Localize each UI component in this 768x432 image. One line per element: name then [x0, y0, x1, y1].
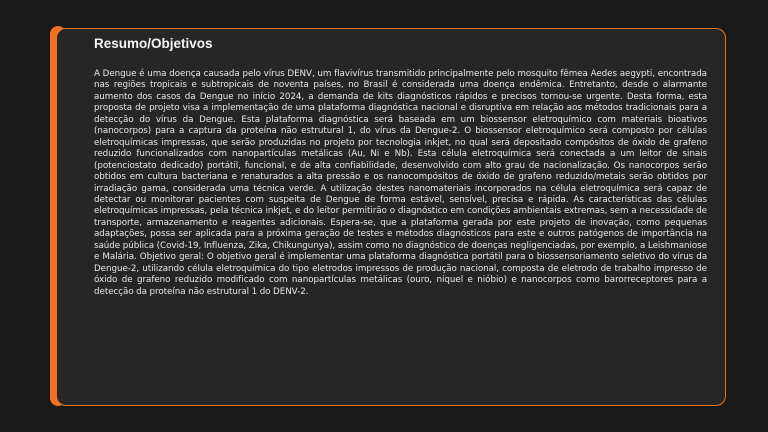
- content-card: [56, 28, 726, 406]
- abstract-paragraph: A Dengue é uma doença causada pelo vírus DENV, um flavivírus transmitido principalmente pelo mosquito fêmea Aedes aegypti, encontrada nas regiões tropicais e subtropicais de noventa países, no Brasil é considerada uma doença endêmica. Entretanto, desde o alarmante aumento dos casos da Dengue no início 2024, a demanda de kits diagnósticos rápidos e precisos tornou-se urgente. Desta forma, esta proposta de projeto visa a implementação de uma plataforma diagnóstica nacional e disruptiva em relação aos métodos tradicionais para a detecção do vírus da Dengue. Esta plataforma diagnóstica será baseada em um biossensor eletroquímico com materiais bioativos (nanocorpos) para a captura da proteína não estrutural 1, do vírus da Dengue-2. O biossensor eletroquímico será composto por células eletroquímicas impressas, que serão produzidas no projeto por tecnologia inkjet, no qual será depositado compósitos de óxido de grafeno reduzido funcionalizados com nanopartículas metálicas (Au, Ni e Nb). Esta célula eletroquímica será conectada a um leitor de sinais (potenciostato dedicado) portátil, funcional, e de alta confiabilidade, desenvolvido com alto grau de nacionalização. Os nanocorpos serão obtidos em cultura bacteriana e renaturados a alta pressão e os nanocompósitos de óxido de grafeno reduzido/metais serão obtidos por irradiação gama, considerada uma técnica verde. A utilização destes nanomateriais incorporados na célula eletroquímica será capaz de detectar ou monitorar pacientes com suspeita de Dengue de forma estável, sensível, precisa e rápida. As características das células eletroquímicas impressas, pela técnica inkjet, e do leitor permitirão o diagnóstico em condições ambientais extremas, sem a necessidade de transporte, armazenamento e reagentes adicionais. Espera-se, que a plataforma gerada por este projeto de inovação, como pequenas adaptações, possa ser aplicada para a próxima geração de testes e métodos diagnósticos para este e outros patógenos de importância na saúde pública (Covid-19, Influenza, Zika, Chikungunya), assim como no diagnóstico de doenças negligenciadas, por exemplo, a Leishmaniose e Malária. Objetivo geral: O objetivo geral é implementar uma plataforma diagnóstica portátil para o biossensoriamento seletivo do vírus da Dengue-2, utilizando célula eletroquímica do tipo eletrodos impressos de produção nacional, composta de eletrodo de trabalho impresso de óxido de grafeno reduzido modificado com nanopartículas metálicas (ouro, níquel e nióbio) e nanocorpos como barorreceptores para a detecção da proteína não estrutural 1 do DENV-2.: [94, 69, 707, 297]
- slide-title: Resumo/Objetivos: [94, 36, 213, 51]
